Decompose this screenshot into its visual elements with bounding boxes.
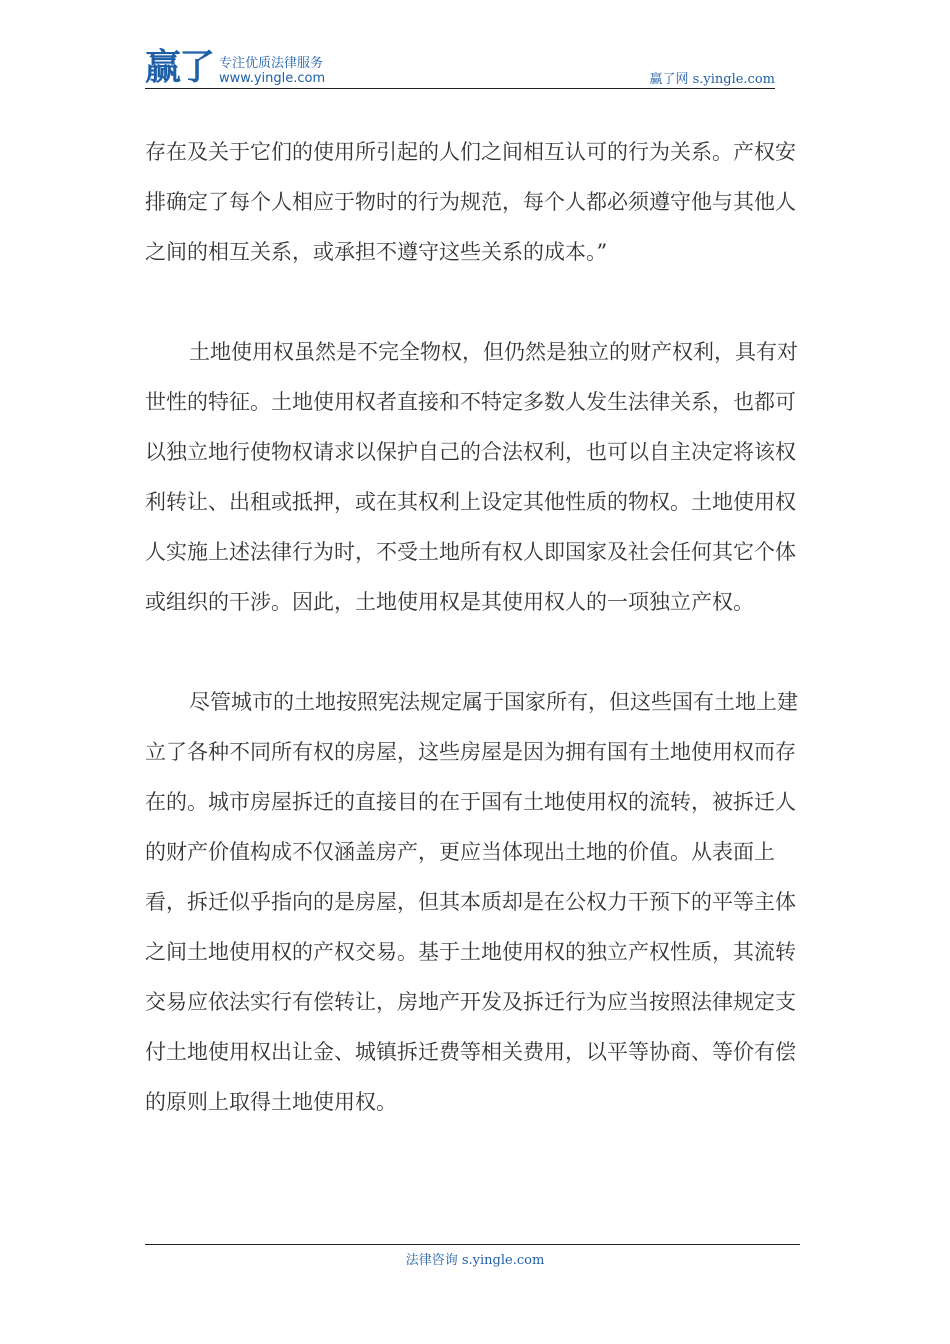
logo-slogan: 专注优质法律服务 — [219, 56, 324, 71]
document-body — [145, 127, 805, 1177]
footer-divider — [145, 1244, 800, 1245]
footer-link[interactable]: 法律咨询 s.yingle.com — [405, 1253, 545, 1268]
logo-mark: 赢了 — [145, 47, 214, 88]
header-site-link[interactable]: 赢了网 s.yingle.com — [649, 72, 775, 87]
paragraph-1: 存在及关于它们的使用所引起的人们之间相互认可的行为关系。产权安排确定了每个人相应于物时的行为规范，每个人都必须遵守他与其他人之间的相互关系，或承担不遵守这些关系的成本。” — [145, 140, 796, 264]
logo-text — [219, 56, 325, 86]
logo-url: www.yingle.com — [219, 71, 326, 86]
paragraph-3: 尽管城市的土地按照宪法规定属于国家所有，但这些国有土地上建立了各种不同所有权的房屋，这些房屋是因为拥有国有土地使用权而存在的。城市房屋拆迁的直接目的在于国有土地使用权的流转，被拆迁人的财产价值构成不仅涵盖房产，更应当体现出土地的价值。从表面上看，拆迁似乎指向的是房屋，但其本质却是在公权力干预下的平等主体之间土地使用权的产权交易。基于土地使用权的独立产权性质，其流转交易应依法实行有偿转让，房地产开发及拆迁行为应当按照法律规定支付土地使用权出让金、城镇拆迁费等相关费用，以平等协商、等价有偿的原则上取得土地使用权。 — [145, 690, 798, 1114]
yingle-logo[interactable] — [145, 47, 326, 88]
paragraph-2: 土地使用权虽然是不完全物权，但仍然是独立的财产权利，具有对世性的特征。土地使用权者直接和不特定多数人发生法律关系，也都可以独立地行使物权请求以保护自己的合法权利，也可以自主决定将该权利转让、出租或抵押，或在其权利上设定其他性质的物权。土地使用权人实施上述法律行为时，不受土地所有权人即国家及社会任何其它个体或组织的干涉。因此，土地使用权是其使用权人的一项独立产权。 — [145, 340, 798, 614]
header-divider — [145, 88, 775, 89]
page-header — [145, 47, 775, 88]
